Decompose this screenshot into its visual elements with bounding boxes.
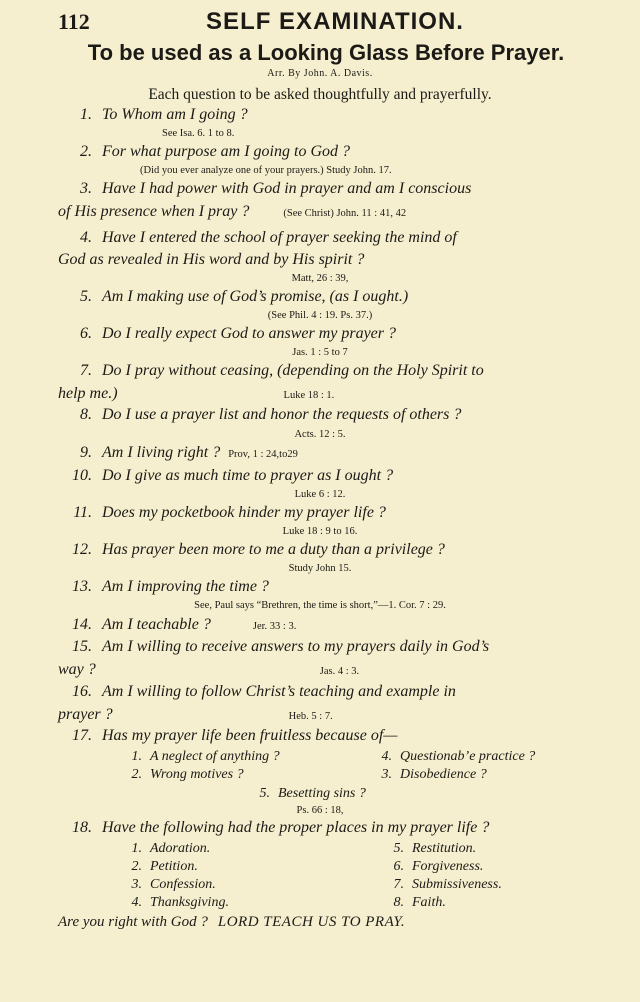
q18-item — [120, 877, 216, 893]
question-15-continued — [58, 661, 640, 679]
item-number: 1. — [131, 841, 142, 856]
question-12 — [58, 541, 640, 559]
question-number: 5. — [80, 288, 92, 305]
question-6 — [58, 325, 640, 343]
scripture-ref-15: Jas. 4 : 3. — [319, 666, 360, 677]
item-number: 8. — [393, 895, 404, 910]
scripture-ref-3: (See Christ) John. 11 : 41, 42 — [283, 208, 407, 219]
scripture-ref-9: Prov, 1 : 24,to29 — [228, 449, 298, 460]
question-text: Has prayer been more to me a duty than a privilege ? — [102, 541, 445, 558]
q18-item — [120, 859, 198, 875]
q18-item — [382, 895, 446, 911]
item-text: Faith. — [412, 895, 446, 910]
scripture-ref-2: (Did you ever analyze one of your prayers.) Study John. 17. — [140, 165, 392, 176]
item-number: 3. — [131, 877, 142, 892]
item-number: 1. — [131, 749, 142, 764]
question-number: 4. — [80, 229, 92, 246]
question-number: 9. — [80, 444, 92, 461]
scripture-ref-1: See Isa. 6. 1 to 8. — [162, 128, 235, 139]
question-number: 14. — [72, 616, 92, 633]
arranger-credit: Arr. By John. A. Davis. — [267, 68, 373, 79]
q17-item — [248, 786, 366, 802]
scripture-ref-17: Ps. 66 : 18, — [296, 805, 344, 816]
question-text: Have I entered the school of prayer seeking the mind of — [102, 229, 457, 246]
q18-item — [382, 859, 483, 875]
question-text-cont: prayer ? — [58, 706, 113, 723]
question-8 — [58, 406, 640, 424]
question-15 — [58, 638, 640, 656]
item-number: 4. — [381, 749, 392, 764]
question-text: Am I willing to follow Christ’s teaching and example in — [102, 683, 456, 700]
question-number: 13. — [72, 578, 92, 595]
item-text: Wrong motives ? — [150, 767, 244, 782]
scripture-ref-12: Study John 15. — [288, 563, 352, 574]
question-number: 10. — [72, 467, 92, 484]
item-text: Restitution. — [412, 841, 477, 856]
scripture-ref-13: See, Paul says “Brethren, the time is short,”—1. Cor. 7 : 29. — [194, 600, 446, 611]
question-text: For what purpose am I going to God ? — [102, 143, 350, 160]
question-4-continued: God as revealed in His word and by His spirit ? — [58, 251, 365, 268]
question-number: 7. — [80, 362, 92, 379]
question-text: Have the following had the proper places in my prayer life ? — [102, 819, 490, 836]
question-14 — [58, 616, 640, 634]
item-text: Confession. — [150, 877, 216, 892]
q17-item — [120, 767, 244, 783]
question-text-cont: of His presence when I pray ? — [58, 203, 250, 220]
question-text: Has my prayer life been fruitless because of— — [102, 727, 398, 744]
question-17 — [58, 727, 640, 745]
question-7-continued — [58, 385, 640, 403]
question-number: 2. — [80, 143, 92, 160]
item-text: Besetting sins ? — [278, 786, 366, 801]
question-text: Am I making use of God’s promise, (as I ought.) — [102, 288, 409, 305]
question-3-continued — [58, 203, 640, 221]
question-4 — [58, 229, 640, 247]
item-text: Thanksgiving. — [150, 895, 229, 910]
question-1 — [58, 106, 640, 124]
question-18 — [58, 819, 640, 837]
page-number: 112 — [58, 9, 90, 34]
scripture-ref-14: Jer. 33 : 3. — [252, 621, 297, 632]
question-11 — [58, 504, 640, 522]
question-number: 11. — [73, 504, 92, 521]
item-number: 7. — [393, 877, 404, 892]
item-number: 5. — [259, 786, 270, 801]
question-number: 1. — [80, 106, 92, 123]
item-number: 2. — [131, 859, 142, 874]
running-title: SELF EXAMINATION. — [206, 8, 464, 35]
question-number: 12. — [72, 541, 92, 558]
closing-question: Are you right with God ? — [58, 914, 208, 930]
item-number: 6. — [393, 859, 404, 874]
q18-item — [120, 841, 210, 857]
question-number: 6. — [80, 325, 92, 342]
question-10 — [58, 467, 640, 485]
q18-item — [382, 877, 502, 893]
question-text: Do I pray without ceasing, (depending on the Holy Spirit to — [102, 362, 484, 379]
question-3 — [58, 180, 640, 198]
scripture-ref-6: Jas. 1 : 5 to 7 — [292, 347, 348, 358]
question-2 — [58, 143, 640, 161]
scripture-ref-4: Matt, 26 : 39, — [291, 273, 349, 284]
item-text: A neglect of anything ? — [150, 749, 280, 764]
question-text: Am I improving the time ? — [102, 578, 269, 595]
question-7 — [58, 362, 640, 380]
question-number: 17. — [72, 727, 92, 744]
page-title: To be used as a Looking Glass Before Prayer. — [87, 40, 565, 65]
item-number: 3. — [381, 767, 392, 782]
question-text: Am I willing to receive answers to my prayers daily in God’s — [102, 638, 490, 655]
scripture-ref-10: Luke 6 : 12. — [294, 489, 346, 500]
question-text: Does my pocketbook hinder my prayer life ? — [102, 504, 386, 521]
q18-item — [120, 895, 229, 911]
question-text: Am I living right ? — [102, 444, 221, 461]
question-16-continued — [58, 706, 640, 724]
question-text: Have I had power with God in prayer and am I conscious — [102, 180, 472, 197]
scripture-ref-16: Heb. 5 : 7. — [288, 711, 333, 722]
question-text: Do I use a prayer list and honor the requests of others ? — [102, 406, 462, 423]
scripture-ref-11: Luke 18 : 9 to 16. — [282, 526, 358, 537]
item-text: Submissiveness. — [412, 877, 502, 892]
item-text: Disobedience ? — [400, 767, 487, 782]
item-text: Petition. — [150, 859, 198, 874]
page-header — [0, 6, 640, 36]
question-text: To Whom am I going ? — [102, 106, 248, 123]
question-number: 8. — [80, 406, 92, 423]
item-number: 4. — [131, 895, 142, 910]
closing-exhortation: LORD TEACH US TO PRAY. — [217, 914, 406, 930]
question-9 — [58, 444, 640, 462]
item-text: Adoration. — [150, 841, 211, 856]
q17-item — [370, 749, 535, 765]
intro-text: Each question to be asked thoughtfully and prayerfully. — [148, 86, 492, 103]
question-number: 16. — [72, 683, 92, 700]
scripture-ref-7: Luke 18 : 1. — [283, 390, 335, 401]
item-text: Questionab’e practice ? — [400, 749, 536, 764]
scripture-ref-5: (See Phil. 4 : 19. Ps. 37.) — [267, 310, 373, 321]
q18-item — [382, 841, 476, 857]
question-number: 3. — [80, 180, 92, 197]
question-text-cont: way ? — [58, 661, 96, 678]
question-number: 15. — [72, 638, 92, 655]
question-text: Am I teachable ? — [102, 616, 211, 633]
closing-line — [58, 914, 405, 931]
question-text-cont: help me.) — [58, 385, 118, 402]
item-number: 5. — [393, 841, 404, 856]
question-13 — [58, 578, 640, 596]
q17-item — [120, 749, 280, 765]
question-16 — [58, 683, 640, 701]
question-number: 18. — [72, 819, 92, 836]
question-text: Do I give as much time to prayer as I ought ? — [102, 467, 394, 484]
question-text: Do I really expect God to answer my prayer ? — [102, 325, 396, 342]
item-number: 2. — [131, 767, 142, 782]
question-5 — [58, 288, 640, 306]
item-text: Forgiveness. — [412, 859, 484, 874]
q17-item — [370, 767, 487, 783]
scripture-ref-8: Acts. 12 : 5. — [294, 429, 346, 440]
